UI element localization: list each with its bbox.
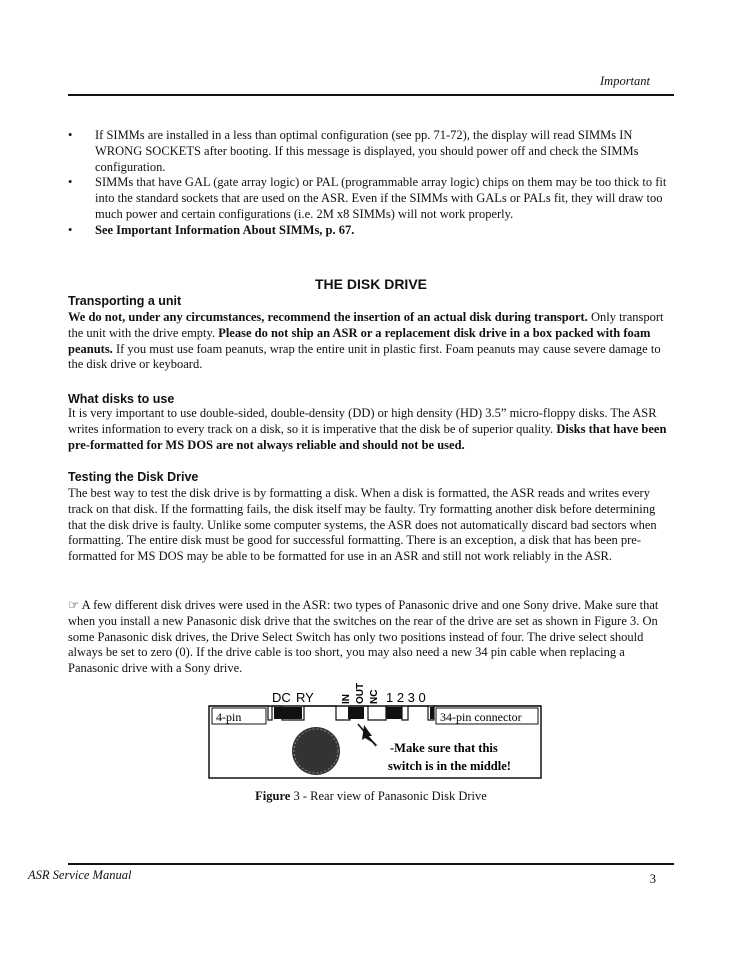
transport-bold-2: Please do not ship an ASR or a replacement disk drive in a box packed with foam peanuts. bbox=[68, 325, 651, 356]
transport-heading: Transporting a unit bbox=[68, 294, 182, 308]
disks-text: It is very important to use double-sided, double-density (DD) or high density (HD) 3.5” micro-floppy disks. The ASR writes information to every track on a disk, so it is imperative that the disk be of superior quality. bbox=[68, 406, 657, 436]
page-number: 3 bbox=[649, 872, 656, 886]
transport-text-2: If you must use foam peanuts, wrap the entire unit in plastic first. Foam peanuts may cause severe damage to the disk drive or keyboard. bbox=[68, 341, 661, 372]
bullet-icon: • bbox=[68, 175, 73, 190]
label-ry: RY bbox=[296, 690, 314, 705]
testing-heading: Testing the Disk Drive bbox=[68, 470, 199, 484]
header-rule bbox=[68, 94, 674, 96]
label-digits: 1 2 3 0 bbox=[386, 690, 426, 705]
transport-text-1: Only transport the unit with the drive empty. bbox=[68, 310, 664, 340]
list-item bbox=[68, 128, 674, 175]
bullet-icon: • bbox=[68, 222, 73, 237]
pointing-hand-icon: ☞ bbox=[68, 598, 80, 612]
disks-heading: What disks to use bbox=[68, 392, 175, 406]
bullet-icon: • bbox=[68, 128, 73, 142]
pin-marker bbox=[430, 707, 434, 719]
bullet-text: See Important Information About SIMMs, p. 67. bbox=[95, 222, 355, 237]
pointer-arrow-icon bbox=[362, 725, 378, 746]
switch-note-line-1: -Make sure that this bbox=[390, 741, 498, 755]
testing-paragraph: The best way to test the disk drive is by formatting a disk. When a disk is formatted, the ASR reads and writes every track on that disk. If the formatting fails, the disk itself may be faulty. Try formatting another disk before determining that the disk drive is faulty. Unlike some computer systems, the ASR does not automatically discard bad sectors when formatting. The entire disk must be good for successful formatting. There is an exception, a disk that has been pre-formatted for MS DOS may be able to be formatted for use in an ASR and still not work reliably in the ASR. bbox=[68, 486, 657, 564]
switch-note-line-2: switch is in the middle! bbox=[388, 759, 511, 773]
list-item bbox=[68, 175, 674, 222]
bullet-text: SIMMs that have GAL (gate array logic) or PAL (programmable array logic) chips on them may be too thick to fit into the standard sockets that are used on the ASR. Even if the SIMMs with GALs or PALs fit, they will draw too much power and certain configurations (i.e. 2M x8 SIMMs) will not work properly. bbox=[95, 175, 667, 221]
bullet-text: If SIMMs are installed in a less than optimal configuration (see pp. 71-72), the display will read SIMMs IN WRONG SOCKETS after booting. If this message is displayed, you should power off and check the SIMMs configuration. bbox=[95, 128, 639, 174]
footer-rule bbox=[68, 863, 674, 865]
label-out: OUT bbox=[355, 682, 366, 704]
disks-paragraph bbox=[68, 406, 674, 453]
figure-caption bbox=[0, 789, 742, 804]
caption-text: 3 - Rear view of Panasonic Disk Drive bbox=[290, 789, 487, 803]
switch-bank bbox=[386, 707, 402, 719]
label-nc: NC bbox=[369, 689, 380, 704]
fan-grille-icon bbox=[292, 727, 340, 775]
simm-bullet-list bbox=[68, 128, 674, 239]
transport-paragraph bbox=[68, 310, 674, 373]
label-34pin: 34-pin connector bbox=[440, 710, 522, 724]
caption-label: Figure bbox=[255, 789, 291, 803]
list-item bbox=[68, 223, 674, 239]
running-header: Important bbox=[600, 74, 650, 88]
transport-bold-1: We do not, under any circumstances, recommend the insertion of an actual disk during transport. bbox=[68, 310, 588, 324]
manual-title: ASR Service Manual bbox=[28, 868, 132, 882]
section-title: THE DISK DRIVE bbox=[314, 276, 427, 292]
label-4pin: 4-pin bbox=[216, 710, 242, 724]
label-in: IN bbox=[341, 694, 352, 704]
drive-diagram bbox=[208, 666, 542, 786]
note-text: A few different disk drives were used in the ASR: two types of Panasonic drive and one Sony drive. Make sure that when you install a new Panasonic disk drive that the switches on the rear of the drive are set as shown in Figure 3. On some Panasonic disk drives, the Drive Select Switch has only two positions instead of four. The drive select should always be set to zero (0). If the drive cable is too short, you may also need a new 34 pin cable when replacing a Panasonic drive with a Sony drive. bbox=[68, 598, 659, 676]
pointer-line bbox=[358, 724, 376, 746]
drive-select-switch bbox=[348, 707, 364, 719]
label-dc: DC bbox=[272, 690, 291, 705]
disks-bold: Disks that have been pre-formatted for MS DOS are not always reliable and should not be used. bbox=[68, 421, 667, 452]
drive-rear-figure bbox=[208, 666, 542, 786]
jumper-block bbox=[274, 707, 302, 719]
